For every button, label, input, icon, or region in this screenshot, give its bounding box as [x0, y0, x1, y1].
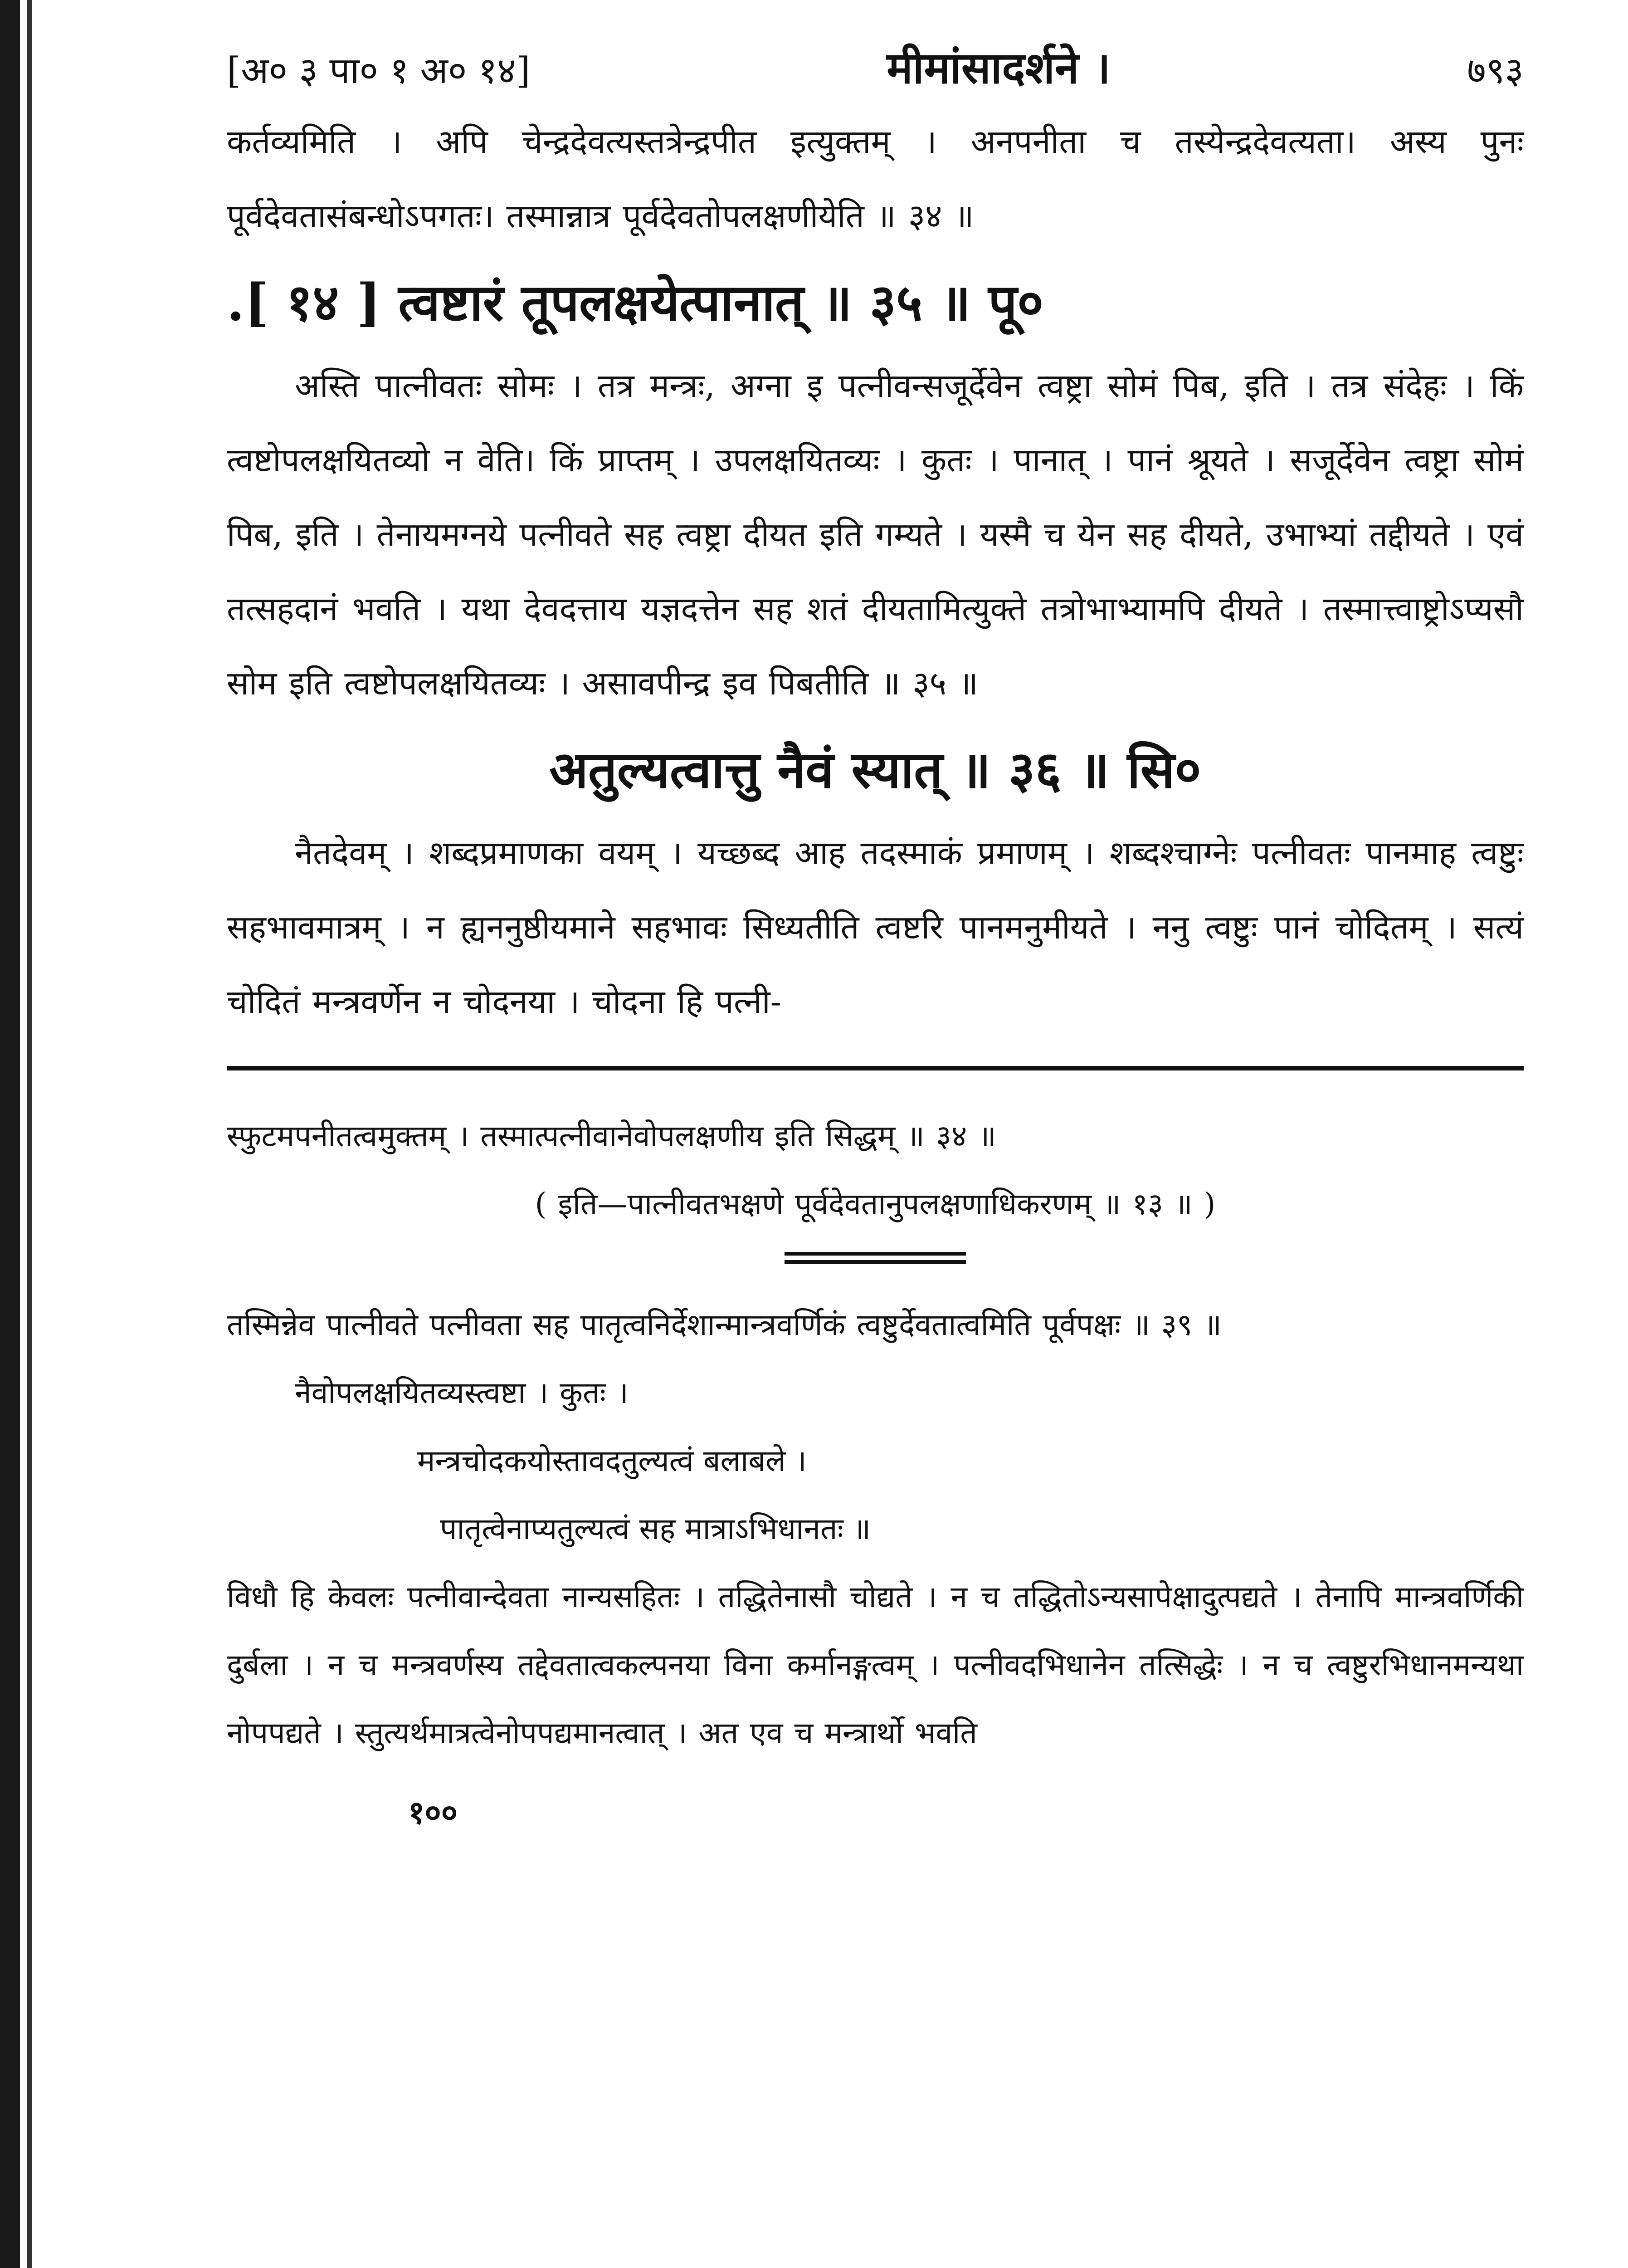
commentary-paragraph-2: नैवोपलक्षयितव्यस्त्वष्टा । कुतः । — [295, 1375, 629, 1410]
commentary-paragraph-3: विधौ हि केवलः पत्नीवान्देवता नान्यसहितः । तद्धितेनासौ चोद्यते । न च तद्धितोऽन्यसापेक्षादुत्पद्यते । तेनापि मान्त्रवर्णिकी दुर्बला । न च मन्त्रवर्णस्य तद्देवतात्वकल्पनया विना कर्मानङ्गत्वम् । पत्नीवदभिधानेन तत्सिद्धेः । न च त्वष्टुरभिधानमन्यथा नोपपद्यते । स्तुत्यर्थमात्रत्वेनोपपद्यमानत्वात् । अत एव च मन्त्रार्थो भवति — [227, 1579, 1524, 1750]
sutra-35: .[ १४ ] त्वष्टारं तूपलक्षयेत्पानात् ॥ ३५ ॥ पू० — [227, 273, 1044, 332]
verse-line-2: पातृत्वेनाप्यतुल्यत्वं सह मात्राऽभिधानतः ॥ — [440, 1511, 871, 1546]
section-divider — [227, 1066, 1524, 1070]
signature-mark: १०० — [408, 1794, 458, 1831]
book-binding-edge — [0, 0, 20, 2268]
main-paragraph-3: नैतदेवम् । शब्दप्रमाणका वयम् । यच्छब्द आह तदस्माकं प्रमाणम् । शब्दश्चाग्नेः पत्नीवतः पानमाह त्वष्टुः सहभावमात्रम् । न ह्यननुष्ठीयमाने सहभावः सिध्यतीति त्वष्टरि पानमनुमीयते । ननु त्वष्टुः पानं चोदितम् । सत्यं चोदितं मन्त्रवर्णेन न चोदनया । चोदना हि पत्नी- — [227, 834, 1524, 1021]
header-title: मीमांसादर्शने । — [887, 42, 1111, 93]
commentary-paragraph-1: तस्मिन्नेव पात्नीवते पत्नीवता सह पातृत्वनिर्देशान्मान्त्रवर्णिकं त्वष्टुर्देवतात्वमिति पूर्वपक्षः ॥ ३९ ॥ — [227, 1307, 1222, 1342]
page — [227, 41, 1524, 2268]
book-binding-line — [27, 0, 32, 2268]
verse-line-1: मन्त्रचोदकयोस्तावदतुल्यत्वं बलाबले । — [417, 1443, 807, 1478]
header-reference: [अ० ३ पा० १ अ० १४] — [227, 49, 531, 92]
main-paragraph-top: कर्तव्यमिति । अपि चेन्द्रदेवत्यस्तत्रेन्द्रपीत इत्युक्तम् । अनपनीता च तस्येन्द्रदेवत्यता। अस्य पुनः पूर्वदेवतासंबन्धोऽपगतः। तस्मान्नात्र पूर्वदेवतोपलक्षणीयेति ॥ ३४ ॥ — [227, 122, 1524, 235]
commentary-line-1: स्फुटमपनीतत्वमुक्तम् । तस्मात्पत्नीवानेवोपलक्षणीय इति सिद्धम् ॥ ३४ ॥ — [227, 1119, 996, 1154]
commentary-adhikarana-end: ( इति—पात्नीवतभक्षणे पूर्वदेवतानुपलक्षणाधिकरणम् ॥ १३ ॥ ) — [535, 1187, 1216, 1222]
main-paragraph-2: अस्ति पात्नीवतः सोमः । तत्र मन्त्रः, अग्ना इ पत्नीवन्सजूर्देवेन त्वष्ट्रा सोमं पिब, इति । तत्र संदेहः । किं त्वष्टोपलक्षयितव्यो न वेति। किं प्राप्तम् । उपलक्षयितव्यः । कुतः । पानात् । पानं श्रूयते । सजूर्देवेन त्वष्ट्रा सोमं पिब, इति । तेनायमग्नये पत्नीवते सह त्वष्ट्रा दीयत इति गम्यते । यस्मै च येन सह दीयते, उभाभ्यां तद्दीयते । एवं तत्सहदानं भवति । यथा देवदत्ताय यज्ञदत्तेन सह शतं दीयतामित्युक्ते तत्रोभाभ्यामपि दीयते । तस्मात्त्वाष्ट्रोऽप्यसौ सोम इति त्वष्टोपलक्षयितव्यः । असावपीन्द्र इव पिबतीति ॥ ३५ ॥ — [227, 367, 1524, 702]
sutra-36: अतुल्यत्वात्तु नैवं स्यात् ॥ ३६ ॥ सि० — [549, 740, 1201, 800]
page-number: ७९३ — [1467, 49, 1524, 92]
double-rule — [785, 1252, 966, 1264]
running-header — [227, 41, 1524, 104]
